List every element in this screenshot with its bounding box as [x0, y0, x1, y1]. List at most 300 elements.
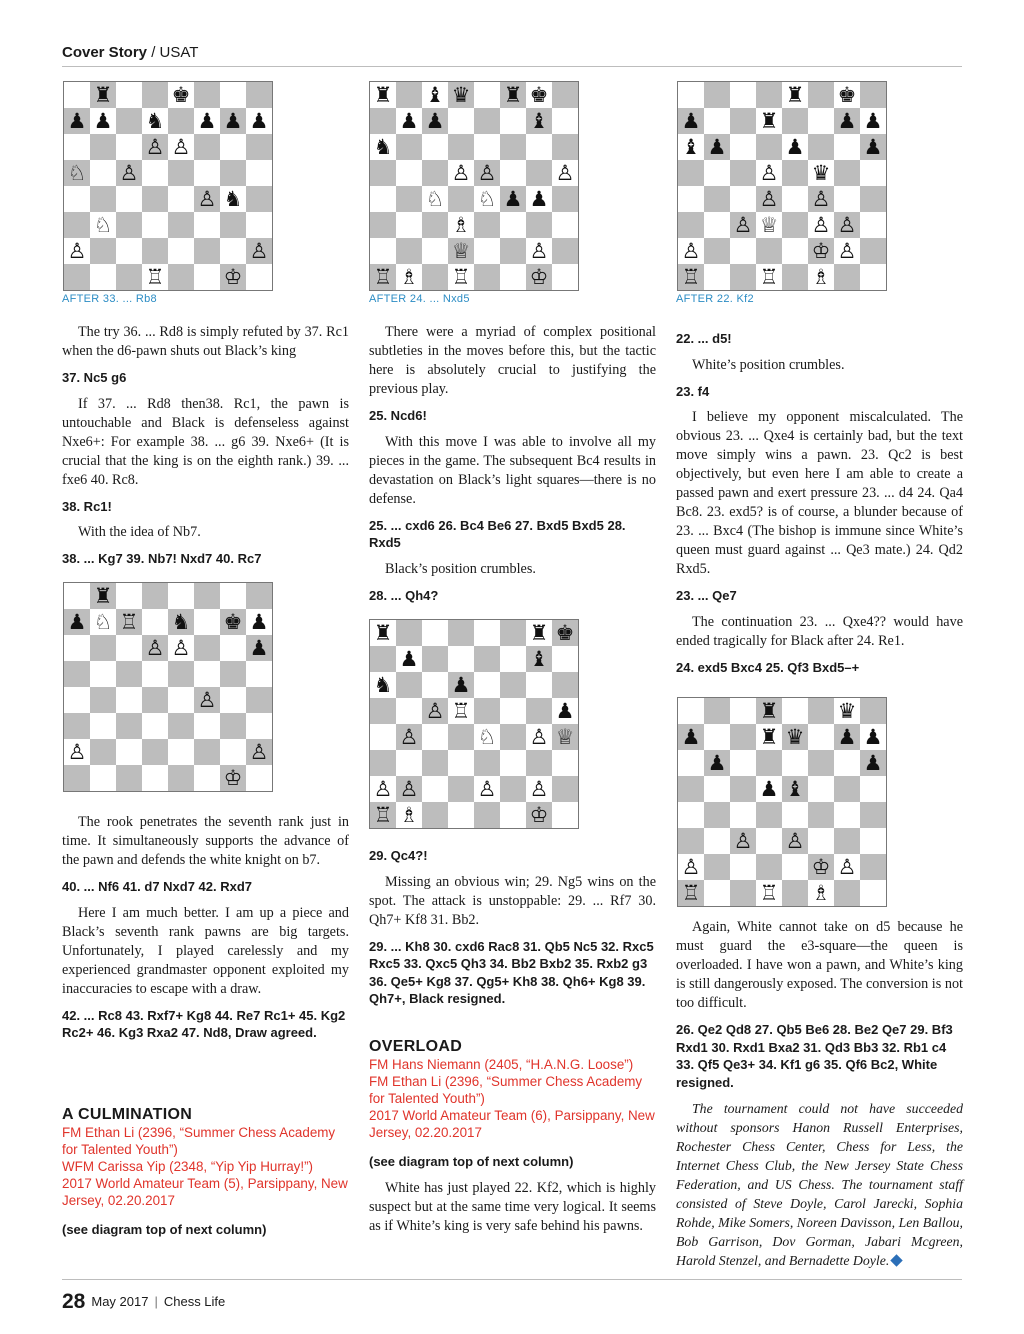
board-square [168, 108, 194, 134]
white-pawn-icon: ♙ [477, 161, 497, 185]
board-square [474, 82, 500, 108]
board-square [500, 160, 526, 186]
chess-diagram-4 [63, 582, 273, 792]
board-square [500, 672, 526, 698]
white-pawn-icon: ♙ [451, 161, 471, 185]
board-square [142, 583, 168, 609]
board-square [396, 186, 422, 212]
board-square [396, 82, 422, 108]
board-square [220, 238, 246, 264]
board-square [526, 134, 552, 160]
board-square [552, 212, 578, 238]
move-line: 42. ... Rc8 43. Rxf7+ Kg8 44. Re7 Rc1+ 45. Kg2 Rc2+ 46. Kg3 Rxa2 47. Nd8, Draw agreed. [62, 1007, 346, 1040]
board-square [526, 160, 552, 186]
board-square [500, 620, 526, 646]
board-square [370, 212, 396, 238]
running-header [62, 44, 962, 61]
board-square [860, 802, 886, 828]
board-square [474, 134, 500, 160]
board-square [756, 750, 782, 776]
board-square [194, 661, 220, 687]
black-knight-icon: ♞ [171, 610, 191, 634]
board-square [552, 646, 578, 672]
black-pawn-icon: ♟ [555, 699, 575, 723]
board-square [834, 880, 860, 906]
board-square [756, 82, 782, 108]
board-square [730, 108, 756, 134]
board-square [730, 238, 756, 264]
event-info: 2017 World Amateur Team (5), Parsippany, New Jersey, 02.20.2017 [62, 1176, 348, 1208]
move-line: 25. ... cxd6 26. Bc4 Be6 27. Bxd5 Bxd5 28. Rxd5 [369, 517, 626, 550]
board-square [834, 750, 860, 776]
board-square [552, 776, 578, 802]
board-square [142, 238, 168, 264]
issue-date: May 2017 [91, 1294, 149, 1309]
board-square [246, 82, 272, 108]
board-square [168, 765, 194, 791]
white-pawn-icon: ♙ [119, 161, 139, 185]
board-square [194, 583, 220, 609]
white-queen-icon: ♕ [555, 725, 575, 749]
board-square [142, 186, 168, 212]
board-square [246, 661, 272, 687]
board-square [704, 776, 730, 802]
black-queen-icon: ♛ [837, 699, 857, 723]
white-pawn-icon: ♙ [837, 855, 857, 879]
board-square [730, 134, 756, 160]
black-pawn-icon: ♟ [399, 647, 419, 671]
black-pawn-icon: ♟ [529, 187, 549, 211]
board-square [704, 698, 730, 724]
black-king-icon: ♚ [529, 83, 549, 107]
board-square [678, 776, 704, 802]
black-king-icon: ♚ [837, 83, 857, 107]
section-title: OVERLOAD [369, 1038, 463, 1055]
board-square [834, 776, 860, 802]
board-square [500, 212, 526, 238]
board-square [142, 713, 168, 739]
board-square [64, 82, 90, 108]
board-square [474, 264, 500, 290]
black-pawn-icon: ♟ [249, 109, 269, 133]
board-square [860, 212, 886, 238]
col3-top-text [676, 330, 963, 684]
white-rook-icon: ♖ [451, 265, 471, 289]
paragraph: The rook penetrates the seventh rank just in time. It simultaneously supports the advance of the pawn and defends the white knight on b7. [62, 814, 349, 868]
black-pawn-icon: ♟ [67, 109, 87, 133]
board-square [808, 724, 834, 750]
board-square [782, 880, 808, 906]
white-knight-icon: ♘ [477, 187, 497, 211]
board-square [782, 698, 808, 724]
paragraph: Again, White cannot take on d5 because he must guard the e3-square—the queen is overloaded. I have won a pawn, and White’s king is still dangerously exposed. The conversion is not too difficult. [676, 919, 963, 1011]
board-square [370, 160, 396, 186]
board-square [704, 186, 730, 212]
board-square [64, 661, 90, 687]
board-square [782, 186, 808, 212]
board-square [220, 739, 246, 765]
board-square [678, 698, 704, 724]
white-knight-icon: ♘ [93, 213, 113, 237]
board-square [782, 160, 808, 186]
board-square [168, 160, 194, 186]
white-king-icon: ♔ [811, 855, 831, 879]
paragraph: White’s position crumbles. [692, 356, 845, 373]
paragraph: With this move I was able to involve all my pieces in the game. The subsequent Bc4 results in devastation on Black’s light squares—there is no defense. [369, 433, 656, 507]
board-square [474, 212, 500, 238]
white-bishop-icon: ♗ [811, 881, 831, 905]
white-pawn-icon: ♙ [681, 239, 701, 263]
black-rook-icon: ♜ [373, 83, 393, 107]
white-pawn-icon: ♙ [67, 740, 87, 764]
board-square [116, 264, 142, 290]
black-knight-icon: ♞ [223, 187, 243, 211]
diagram-caption-1: AFTER 33. ... Rb8 [62, 293, 157, 305]
board-square [220, 212, 246, 238]
diagram-note: (see diagram top of next column) [369, 1154, 574, 1169]
chess-diagram-2 [369, 81, 579, 291]
board-square [246, 687, 272, 713]
board-square [220, 635, 246, 661]
board-square [64, 186, 90, 212]
board-square [678, 828, 704, 854]
board-square [194, 609, 220, 635]
white-pawn-icon: ♙ [681, 855, 701, 879]
col3-bottom-text [676, 918, 963, 1270]
white-pawn-icon: ♙ [733, 829, 753, 853]
board-square [90, 661, 116, 687]
move-line: 25. Ncd6! [369, 408, 427, 423]
board-square [246, 186, 272, 212]
board-square [116, 108, 142, 134]
black-pawn-icon: ♟ [503, 187, 523, 211]
board-square [90, 687, 116, 713]
black-pawn-icon: ♟ [759, 777, 779, 801]
white-king-icon: ♔ [529, 265, 549, 289]
board-square [448, 620, 474, 646]
black-rook-icon: ♜ [759, 699, 779, 723]
white-pawn-icon: ♙ [249, 740, 269, 764]
col2-middle-text [369, 847, 656, 1016]
white-pawn-icon: ♙ [529, 777, 549, 801]
chess-diagram-6 [677, 697, 887, 907]
move-line: 22. ... d5! [676, 331, 732, 346]
black-pawn-icon: ♟ [223, 109, 243, 133]
board-square [90, 134, 116, 160]
board-square [116, 739, 142, 765]
board-square [116, 713, 142, 739]
col1-bottom-text [62, 813, 349, 1050]
board-square [168, 212, 194, 238]
white-pawn-icon: ♙ [145, 135, 165, 159]
board-square [860, 776, 886, 802]
board-square [860, 160, 886, 186]
black-knight-icon: ♞ [145, 109, 165, 133]
white-rook-icon: ♖ [681, 881, 701, 905]
diagram-caption-2: AFTER 24. ... Nxd5 [369, 293, 470, 305]
board-square [678, 82, 704, 108]
board-square [246, 713, 272, 739]
board-square [808, 134, 834, 160]
white-pawn-icon: ♙ [145, 636, 165, 660]
board-square [142, 687, 168, 713]
white-pawn-icon: ♙ [837, 213, 857, 237]
white-rook-icon: ♖ [373, 803, 393, 827]
white-pawn-icon: ♙ [811, 213, 831, 237]
game-header-overload [369, 1038, 656, 1244]
board-square [782, 108, 808, 134]
board-square [834, 160, 860, 186]
board-square [220, 713, 246, 739]
board-square [194, 82, 220, 108]
board-square [396, 212, 422, 238]
white-bishop-icon: ♗ [399, 265, 419, 289]
board-square [730, 776, 756, 802]
black-pawn-icon: ♟ [707, 751, 727, 775]
board-square [552, 108, 578, 134]
board-square [782, 802, 808, 828]
board-square [500, 750, 526, 776]
move-line: 37. Nc5 g6 [62, 370, 127, 385]
black-rook-icon: ♜ [93, 83, 113, 107]
white-knight-icon: ♘ [477, 725, 497, 749]
white-pawn-icon: ♙ [555, 161, 575, 185]
board-square [552, 264, 578, 290]
board-square [526, 698, 552, 724]
board-square [552, 186, 578, 212]
board-square [448, 750, 474, 776]
move-line: 23. f4 [676, 383, 710, 399]
event-info: 2017 World Amateur Team (6), Parsippany, New Jersey, 02.20.2017 [369, 1108, 655, 1140]
paragraph: Missing an obvious win; 29. Ng5 wins on the spot. The attack is unstoppable: 29. ... Rf7 30. Qh7+ Kf8 31. Bb2. [369, 873, 656, 928]
move-line: 29. Qc4?! [369, 848, 428, 863]
board-square [168, 661, 194, 687]
board-square [500, 724, 526, 750]
board-square [808, 750, 834, 776]
col2-top-text [369, 323, 656, 612]
board-square [90, 264, 116, 290]
board-square [220, 160, 246, 186]
board-square [142, 609, 168, 635]
white-pawn-icon: ♙ [197, 688, 217, 712]
black-pawn-icon: ♟ [93, 109, 113, 133]
board-square [90, 635, 116, 661]
paragraph: If 37. ... Rd8 then38. Rc1, the pawn is untouchable and Black is defenseless against Nxe6+: For example 38. ... g6 39. Nxe6+ (It is crucial that the king is on the eighth rank.) 39. ... fxe6 40. Rc8. [62, 395, 349, 488]
board-square [860, 880, 886, 906]
board-square [808, 82, 834, 108]
board-square [808, 108, 834, 134]
white-pawn-icon: ♙ [249, 239, 269, 263]
page-number: 28 [62, 1290, 86, 1313]
board-square [370, 108, 396, 134]
board-square [422, 264, 448, 290]
white-knight-icon: ♘ [425, 187, 445, 211]
board-square [860, 828, 886, 854]
board-square [448, 776, 474, 802]
board-square [90, 739, 116, 765]
board-square [396, 698, 422, 724]
board-square [64, 212, 90, 238]
board-square [808, 802, 834, 828]
board-square [860, 238, 886, 264]
footer-separator: | [154, 1294, 158, 1309]
board-square [90, 186, 116, 212]
board-square [370, 646, 396, 672]
board-square [756, 134, 782, 160]
black-queen-icon: ♛ [785, 725, 805, 749]
section-label: Cover Story [62, 44, 148, 61]
board-square [90, 160, 116, 186]
white-rook-icon: ♖ [759, 265, 779, 289]
board-square [64, 765, 90, 791]
board-square [246, 160, 272, 186]
page-footer [62, 1290, 225, 1314]
paragraph: With the idea of Nb7. [78, 524, 201, 540]
black-knight-icon: ♞ [373, 135, 393, 159]
board-square [552, 750, 578, 776]
board-square [808, 776, 834, 802]
board-square [474, 620, 500, 646]
board-square [220, 687, 246, 713]
board-square [730, 880, 756, 906]
black-rook-icon: ♜ [93, 584, 113, 608]
board-square [448, 108, 474, 134]
board-square [116, 687, 142, 713]
board-square [64, 713, 90, 739]
game-header-culmination [62, 1106, 349, 1247]
board-square [422, 750, 448, 776]
board-square [704, 82, 730, 108]
board-square [64, 635, 90, 661]
black-rook-icon: ♜ [759, 725, 779, 749]
board-square [64, 264, 90, 290]
board-square [396, 672, 422, 698]
board-square [474, 750, 500, 776]
white-rook-icon: ♖ [373, 265, 393, 289]
move-line: 29. ... Kh8 30. cxd6 Rac8 31. Qb5 Nc5 32. Rxc5 Rxc5 33. Qxc5 Qh3 34. Bb2 Bxb2 35. Rxb2 g3 36. Qe5+ Kg8 37. Qg5+ Kh8 38. Qh6+ Kg8 39. Qh7+, Black resigned. [369, 938, 654, 1006]
board-square [90, 765, 116, 791]
paragraph: Black’s position crumbles. [385, 560, 536, 577]
board-square [116, 635, 142, 661]
board-square [730, 750, 756, 776]
board-square [500, 802, 526, 828]
move-line: 40. ... Nf6 41. d7 Nxd7 42. Rxd7 [62, 879, 253, 894]
board-square [552, 802, 578, 828]
white-king-icon: ♔ [223, 265, 243, 289]
board-square [142, 661, 168, 687]
black-pawn-icon: ♟ [863, 135, 883, 159]
board-square [168, 238, 194, 264]
board-square [422, 724, 448, 750]
black-king-icon: ♚ [171, 83, 191, 107]
white-king-icon: ♔ [529, 803, 549, 827]
white-bishop-icon: ♗ [399, 803, 419, 827]
move-line: 38. Rc1! [62, 498, 112, 514]
board-square [194, 264, 220, 290]
board-square [860, 82, 886, 108]
black-pawn-icon: ♟ [425, 109, 445, 133]
chess-diagram-3 [677, 81, 887, 291]
board-square [220, 134, 246, 160]
board-square [782, 264, 808, 290]
black-pawn-icon: ♟ [837, 725, 857, 749]
black-pawn-icon: ♟ [863, 109, 883, 133]
white-rook-icon: ♖ [119, 610, 139, 634]
white-king-icon: ♔ [223, 766, 243, 790]
board-square [500, 698, 526, 724]
board-square [704, 160, 730, 186]
black-pawn-icon: ♟ [681, 109, 701, 133]
white-pawn-icon: ♙ [67, 239, 87, 263]
board-square [474, 646, 500, 672]
white-bishop-icon: ♗ [451, 213, 471, 237]
board-square [194, 212, 220, 238]
black-pawn-icon: ♟ [837, 109, 857, 133]
board-square [730, 698, 756, 724]
board-square [116, 134, 142, 160]
board-square [678, 212, 704, 238]
diagram-caption-3: AFTER 22. Kf2 [676, 293, 754, 305]
board-square [448, 646, 474, 672]
board-square [860, 264, 886, 290]
black-bishop-icon: ♝ [785, 777, 805, 801]
header-rule [62, 66, 962, 67]
white-pawn-icon: ♙ [373, 777, 393, 801]
section-title: A CULMINATION [62, 1106, 193, 1123]
board-square [116, 82, 142, 108]
board-square [704, 880, 730, 906]
player-white: FM Ethan Li (2396, “Summer Chess Academy for Talented Youth”) [62, 1125, 336, 1157]
white-pawn-icon: ♙ [477, 777, 497, 801]
board-square [526, 672, 552, 698]
board-square [782, 750, 808, 776]
player-black: FM Ethan Li (2396, “Summer Chess Academy for Talented Youth”) [369, 1074, 643, 1106]
board-square [422, 646, 448, 672]
board-square [422, 776, 448, 802]
board-square [396, 134, 422, 160]
board-square [246, 134, 272, 160]
board-square [500, 108, 526, 134]
board-square [194, 160, 220, 186]
board-square [246, 212, 272, 238]
white-rook-icon: ♖ [451, 699, 471, 723]
black-pawn-icon: ♟ [785, 135, 805, 159]
board-square [142, 82, 168, 108]
black-pawn-icon: ♟ [399, 109, 419, 133]
board-square [64, 134, 90, 160]
board-square [808, 828, 834, 854]
paragraph: There were a myriad of complex positional subtleties in the moves before this, but the tactic here is absolutely crucial to justifying the previous play. [369, 324, 656, 397]
board-square [422, 672, 448, 698]
board-square [396, 160, 422, 186]
board-square [730, 160, 756, 186]
board-square [704, 108, 730, 134]
board-square [834, 828, 860, 854]
white-pawn-icon: ♙ [197, 187, 217, 211]
white-pawn-icon: ♙ [171, 636, 191, 660]
white-pawn-icon: ♙ [529, 239, 549, 263]
board-square [756, 828, 782, 854]
board-square [116, 583, 142, 609]
board-square [422, 620, 448, 646]
board-square [860, 186, 886, 212]
white-pawn-icon: ♙ [171, 135, 191, 159]
board-square [474, 698, 500, 724]
white-bishop-icon: ♗ [811, 265, 831, 289]
board-square [552, 238, 578, 264]
board-square [116, 186, 142, 212]
board-square [730, 82, 756, 108]
